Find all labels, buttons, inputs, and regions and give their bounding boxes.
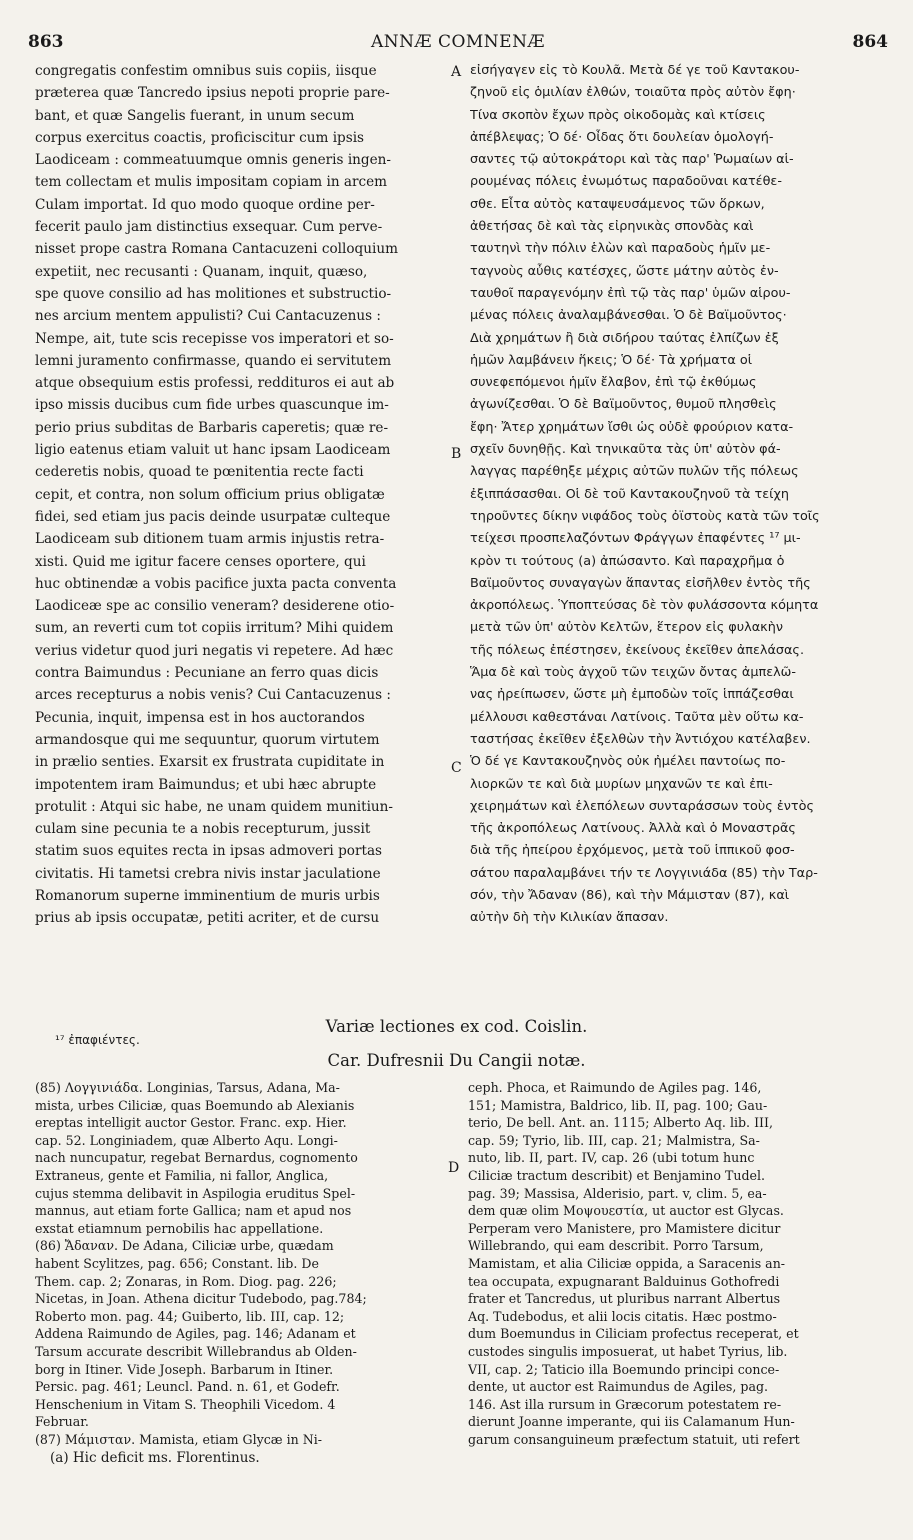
note-line: borg in Itiner. Vide Joseph. Barbarum in Itiner. — [35, 1361, 334, 1377]
greek-text-line: συνεφεπόμενοι ἡμῖν ἔλαβον, ἐπὶ τῷ ἐκθύμως — [470, 375, 757, 391]
note-line: Roberto mon. pag. 44; Guiberto, lib. III, cap. 12; — [35, 1308, 345, 1324]
latin-text-line: contra Baimundus : Pecuniane an ferro quas dicis — [35, 665, 379, 682]
note-line: garum consanguineum præfectum statuit, uti refert — [468, 1431, 800, 1447]
greek-text-line: ταγνοὺς αὖθις κατέσχες, ὥστε μάτην αὐτὸς ἐν- — [470, 263, 779, 279]
note-line: terio, De bell. Ant. an. 1115; Alberto Aq. lib. III, — [468, 1115, 773, 1131]
latin-text-line: atque obsequium estis professi, reddituros ei aut ab — [35, 375, 395, 392]
note-line: mannus, aut etiam forte Gallica; nam et apud nos — [35, 1203, 352, 1219]
greek-text-line: ταυθοῖ παραγενόμην ἐπὶ τῷ τὰς παρ' ὑμῶν αἱρου- — [470, 285, 791, 301]
greek-text-line: σχεῖν δυνηθῇς. Καὶ τηνικαῦτα τὰς ὑπ' αὐτὸν φά- — [470, 442, 781, 458]
greek-text-line: Τίνα σκοπὸν ἔχων πρὸς οἰκοδομὰς καὶ κτίσεις — [470, 107, 766, 123]
latin-text-line: ipso missis ducibus cum fide urbes quascunque im- — [35, 397, 389, 414]
footnote: (a) Hic deficit ms. Florentinus. — [50, 1450, 260, 1466]
latin-text-line: lemni juramento confirmasse, quando ei servitutem — [35, 352, 392, 369]
notes-right-column — [468, 1079, 880, 1448]
page-number-left: 863 — [28, 32, 64, 52]
latin-text-line: Laodiceam sub ditionem tuam armis injustis retra- — [35, 531, 385, 548]
greek-text-line: ταστήσας ἐκεῖθεν ἐξελθὼν τὴν Ἀντιόχου κατέλαβεν. — [470, 731, 811, 747]
latin-text-line: civitatis. Hi tametsi crebra nivis instar jaculatione — [35, 865, 381, 882]
note-line: Henschenium in Vitam S. Theophili Vicedom. 4 — [35, 1396, 336, 1412]
latin-text-line: Pecunia, inquit, impensa est in hos auctorandos — [35, 709, 365, 726]
note-line: Persic. pag. 461; Leuncl. Pand. n. 61, et Godefr. — [35, 1379, 340, 1395]
note-line: Willebrando, qui eam describit. Porro Tarsum, — [468, 1238, 764, 1254]
latin-text-line: prius ab ipsis occupatæ, petiti acriter, et de cursu — [35, 910, 380, 927]
note-line: habent Scylitzes, pag. 656; Constant. lib. De — [35, 1255, 319, 1271]
note-line: 146. Ast illa rursum in Græcorum potestatem re- — [468, 1396, 782, 1412]
note-line: dum Boemundus in Ciliciam profectus receperat, et — [468, 1326, 799, 1342]
note-line: tea occupata, expugnarant Balduinus Gothofredi — [468, 1273, 780, 1289]
latin-text-line: armandosque qui me sequuntur, quorum virtutem — [35, 731, 380, 748]
note-line: Addena Raimundo de Agiles, pag. 146; Adanam et — [35, 1326, 356, 1342]
note-line: frater et Tancredus, ut pluribus narrant Albertus — [468, 1291, 781, 1307]
notes-heading: Car. Dufresnii Du Cangii notæ. — [327, 1051, 586, 1070]
latin-text-line: sum, an reverti cum tot copiis irritum? Mihi quidem — [35, 620, 394, 637]
greek-text-line: διὰ τῆς ἠπείρου ἐρχόμενος, μετὰ τοῦ ἱππικοῦ φοσ- — [470, 843, 795, 859]
greek-text-line: ρουμένας πόλεις ἐνωμότως παραδοῦναι κατέθε- — [470, 174, 782, 190]
greek-text-line: ἐξιππάσασθαι. Οἱ δὲ τοῦ Καντακουζηνοῦ τὰ τείχη — [470, 486, 789, 502]
latin-text-line: arces recepturus a nobis venis? Cui Cantacuzenus : — [35, 687, 391, 704]
note-line: Februar. — [35, 1414, 89, 1430]
greek-text-line: Βαϊμοῦντος συναγαγὼν ἅπαντας εἰσῆλθεν ἐντὸς τῆς — [470, 575, 811, 591]
latin-text-line: congregatis confestim omnibus suis copiis, iisque — [35, 63, 377, 79]
greek-text-line: μέλλουσι καθεστάναι Λατίνοις. Ταῦτα μὲν οὕτω κα- — [470, 709, 804, 725]
greek-text-line: Διὰ χρημάτων ἢ διὰ σιδήρου ταύτας ἐλπίζων ἐξ — [470, 330, 779, 346]
latin-text-line: Laodiceam : commeatuumque omnis generis ingen- — [35, 152, 392, 169]
greek-text-line: λιορκῶν τε καὶ διὰ μυρίων μηχανῶν τε καὶ ἐπι- — [470, 776, 773, 792]
note-line: Tarsum accurate describit Willebrandus ab Olden- — [35, 1343, 357, 1359]
note-line: 151; Mamistra, Baldrico, lib. II, pag. 100; Gau- — [468, 1097, 768, 1113]
running-title: ANNÆ COMNENÆ — [371, 32, 545, 52]
note-line: (86) Ἄδαναν. De Adana, Ciliciæ urbe, quædam — [35, 1238, 334, 1254]
greek-text-line: χειρημάτων καὶ ἑλεπόλεων συνταράσσων τοὺς ἐντὸς — [470, 798, 814, 814]
latin-text-line: huc obtinendæ a vobis pacifice juxta pacta conventa — [35, 575, 397, 592]
greek-text-line: ἀπέβλεψας; Ὁ δέ· Οἶδας ὅτι δουλείαν ὁμολογή- — [470, 129, 774, 145]
margin-letter-c: C — [451, 760, 462, 776]
latin-text-line: Nempe, ait, tute scis recepisse vos imperatori et so- — [35, 330, 394, 347]
latin-text-line: præterea quæ Tancredo ipsius nepoti proprie pare- — [35, 85, 390, 102]
note-line: nuto, lib. II, part. IV, cap. 26 (ubi totum hunc — [468, 1150, 755, 1166]
greek-text-line: σόν, τὴν Ἄδαναν (86), καὶ τὴν Μάμισταν (87), καὶ — [470, 887, 790, 903]
note-line: Perperam vero Manistere, pro Mamistere dicitur — [468, 1220, 781, 1236]
greek-text-line: Ἅμα δὲ καὶ τοὺς ἀγχοῦ τῶν τειχῶν ὄντας ἀμπελῶ- — [470, 665, 797, 681]
note-line: (85) Λογγινιάδα. Longinias, Tarsus, Adana, Ma- — [35, 1080, 340, 1095]
note-line: pag. 39; Massisa, Alderisio, part. v, clim. 5, ea- — [468, 1185, 767, 1201]
note-line: cap. 59; Tyrio, lib. III, cap. 21; Malmistra, Sa- — [468, 1132, 760, 1148]
latin-text-line: bant, et quæ Sangelis fuerant, in unum secum — [35, 107, 355, 124]
greek-text-line: τῆς ἀκροπόλεως Λατίνους. Ἀλλὰ καὶ ὁ Μοναστρᾶς — [470, 821, 796, 837]
latin-text-column — [35, 60, 445, 930]
greek-text-line: ταυτηνὶ τὴν πόλιν ἑλὼν καὶ παραδοὺς ἡμῖν με- — [470, 241, 771, 257]
greek-text-line: Ὁ δέ γε Καντακουζηνὸς οὐκ ἠμέλει παντοίως πο- — [470, 754, 786, 770]
greek-text-line: αὐτὴν δὴ τὴν Κιλικίαν ἅπασαν. — [470, 910, 669, 926]
greek-text-line: κρὸν τι τούτους (a) ἀπώσαντο. Καὶ παραχρῆμα ὁ — [470, 553, 785, 569]
note-line: custodes singulis imposuerat, ut habet Tyrius, lib. — [468, 1343, 788, 1359]
variant-reading-note: ¹⁷ ἐπαφιέντες. — [55, 1033, 140, 1047]
latin-text-line: corpus exercitus coactis, proficiscitur cum ipsis — [35, 129, 365, 146]
note-line: cap. 52. Longiniadem, quæ Alberto Aqu. Longi- — [35, 1132, 338, 1148]
greek-text-line: νας ἠρείπωσεν, ὥστε μὴ ἐμποδὼν τοῖς ἱππάζεσθαι — [470, 687, 794, 703]
greek-text-line: ἀγωνίζεσθαι. Ὁ δὲ Βαϊμοῦντος, θυμοῦ πλησθεὶς — [470, 397, 777, 413]
note-line: (87) Μάμισταν. Mamista, etiam Glycæ in Ni- — [35, 1431, 323, 1447]
page-header — [28, 32, 888, 56]
latin-text-line: expetiit, nec recusanti : Quanam, inquit, quæso, — [35, 263, 368, 280]
latin-text-line: Laodiceæ spe ac consilio veneram? desiderene otio- — [35, 598, 395, 615]
greek-text-line: ἔφη· Ἄτερ χρημάτων ἴσθι ὡς οὐδὲ φρούριον κατα- — [470, 419, 794, 435]
latin-text-line: Culam importat. Id quo modo quoque ordine per- — [35, 196, 375, 213]
latin-text-line: tem collectam et mulis impositam copiam in arcem — [35, 174, 388, 191]
note-line: Mamistam, et alia Ciliciæ oppida, a Saracenis an- — [468, 1255, 786, 1271]
latin-text-line: fidei, sed etiam jus pacis deinde usurpatæ culteque — [35, 508, 391, 525]
margin-letter-b: B — [451, 446, 462, 462]
note-line: dierunt Joanne imperante, qui iis Calamanum Hun- — [468, 1414, 795, 1430]
note-line: VII, cap. 2; Taticio illa Boemundo principi conce- — [468, 1361, 780, 1377]
greek-text-line: μετὰ τῶν ὑπ' αὐτὸν Κελτῶν, ἕτερον εἰς φυλακὴν — [470, 620, 783, 636]
note-line: Them. cap. 2; Zonaras, in Rom. Diog. pag. 226; — [35, 1273, 337, 1289]
latin-text-line: perio prius subditas de Barbaris caperetis; quæ re- — [35, 419, 389, 436]
greek-text-line: σθε. Εἶτα αὐτὸς καταψευσάμενος τῶν ὅρκων, — [470, 196, 765, 212]
note-line: dem quæ olim Μοψουεστία, ut auctor est Glycas. — [468, 1203, 784, 1219]
latin-text-line: xisti. Quid me igitur facere censes oportere, qui — [35, 553, 366, 570]
latin-text-line: culam sine pecunia te a nobis recepturum, jussit — [35, 821, 371, 838]
latin-text-line: statim suos equites recta in ipsas admoveri portas — [35, 843, 383, 860]
greek-text-line: ἀκροπόλεως. Ὑποπτεύσας δὲ τὸν φυλάσσοντα κόμητα — [470, 598, 819, 614]
latin-text-line: impotentem iram Baimundus; et ubi hæc abrupte — [35, 776, 377, 793]
note-line: ereptas intelligit auctor Gestor. Franc. exp. Hier. — [35, 1115, 347, 1131]
note-line: Nicetas, in Joan. Athena dicitur Tudebodo, pag.784; — [35, 1291, 367, 1307]
latin-text-line: Romanorum superne imminentium de muris urbis — [35, 887, 380, 904]
note-line: dente, ut auctor est Raimundus de Agiles, pag. — [468, 1379, 769, 1395]
greek-text-line: μένας πόλεις ἀναλαμβάνεσθαι. Ὁ δὲ Βαϊμοῦντος· — [470, 308, 787, 324]
greek-text-line: λαγγας παρέθηξε μέχρις αὐτῶν πυλῶν τῆς πόλεως — [470, 464, 799, 480]
note-line: cujus stemma delibavit in Aspilogia eruditus Spel- — [35, 1185, 356, 1201]
latin-text-line: protulit : Atqui sic habe, ne unam quidem munitiun- — [35, 798, 394, 815]
greek-text-line: τῆς πόλεως ἐπέστησεν, ἐκείνους ἐκεῖθεν ἀπελάσας. — [470, 642, 805, 658]
notes-left-column — [35, 1079, 443, 1448]
latin-text-line: verius videtur quod juri negatis vi repetere. Ad hæc — [35, 642, 394, 659]
note-line: nach nuncupatur, regebat Bernardus, cognomento — [35, 1150, 358, 1166]
greek-text-line: ζηνοῦ εἰς ὁμιλίαν ἐλθών, τοιαῦτα πρὸς αὐτὸν ἔφη· — [470, 85, 796, 101]
latin-text-line: cederetis nobis, quoad te pœnitentia recte facti — [35, 464, 364, 481]
latin-text-line: cepit, et contra, non solum officium prius obligatæ — [35, 486, 385, 503]
greek-text-line: ἀθετήσας δὲ καὶ τὰς εἰρηνικὰς σπονδὰς καὶ — [470, 219, 754, 235]
greek-text-line: σαντες τῷ αὐτοκράτορι καὶ τὰς παρ' Ῥωμαίων αἱ- — [470, 152, 794, 168]
note-line: exstat etiamnum pernobilis hac appellatione. — [35, 1220, 324, 1236]
note-line: mista, urbes Ciliciæ, quas Boemundo ab Alexianis — [35, 1097, 355, 1113]
greek-text-line: ἡμῶν λαμβάνειν ἥκεις; Ὁ δέ· Τὰ χρήματα οἱ — [470, 352, 753, 368]
note-line: ceph. Phoca, et Raimundo de Agiles pag. 146, — [468, 1080, 762, 1095]
greek-text-line: τείχεσι προσπελαζόντων Φράγγων ἐπαφέντες ¹⁷ μι- — [470, 531, 801, 547]
note-line: Ciliciæ tractum describit) et Benjamino Tudel. — [468, 1167, 766, 1183]
variae-lectiones-heading: Variæ lectiones ex cod. Coislin. — [325, 1017, 588, 1036]
greek-text-line: σάτου παραλαμβάνει τήν τε Λογγινιάδα (85) τὴν Ταρ- — [470, 865, 818, 881]
margin-letter-d: D — [448, 1160, 460, 1176]
latin-text-line: in prælio senties. Exarsit ex frustrata cupiditate in — [35, 754, 385, 771]
page-number-right: 864 — [852, 32, 888, 52]
greek-text-line: εἰσήγαγεν εἰς τὸ Κουλᾶ. Μετὰ δέ γε τοῦ Καντακου- — [470, 63, 800, 78]
note-line: Extraneus, gente et Familia, ni fallor, Anglica, — [35, 1167, 329, 1183]
note-line: Aq. Tudebodus, et alii locis citatis. Hæc postmo- — [468, 1308, 777, 1324]
latin-text-line: nisset prope castra Romana Cantacuzeni colloquium — [35, 241, 398, 258]
latin-text-line: nes arcium mentem appulisti? Cui Cantacuzenus : — [35, 308, 382, 325]
latin-text-line: spe quove consilio ad has molitiones et substructio- — [35, 285, 392, 302]
latin-text-line: ligio eatenus etiam valuit ut hanc ipsam Laodiceam — [35, 442, 391, 459]
latin-text-line: fecerit paulo jam distinctius exsequar. Cum perve- — [35, 219, 383, 236]
greek-text-column — [470, 60, 882, 930]
greek-text-line: τηροῦντες δίκην νιφάδος τοὺς ὀϊστοὺς κατὰ τῶν τοῖς — [470, 508, 820, 524]
margin-letter-a: A — [451, 64, 462, 80]
